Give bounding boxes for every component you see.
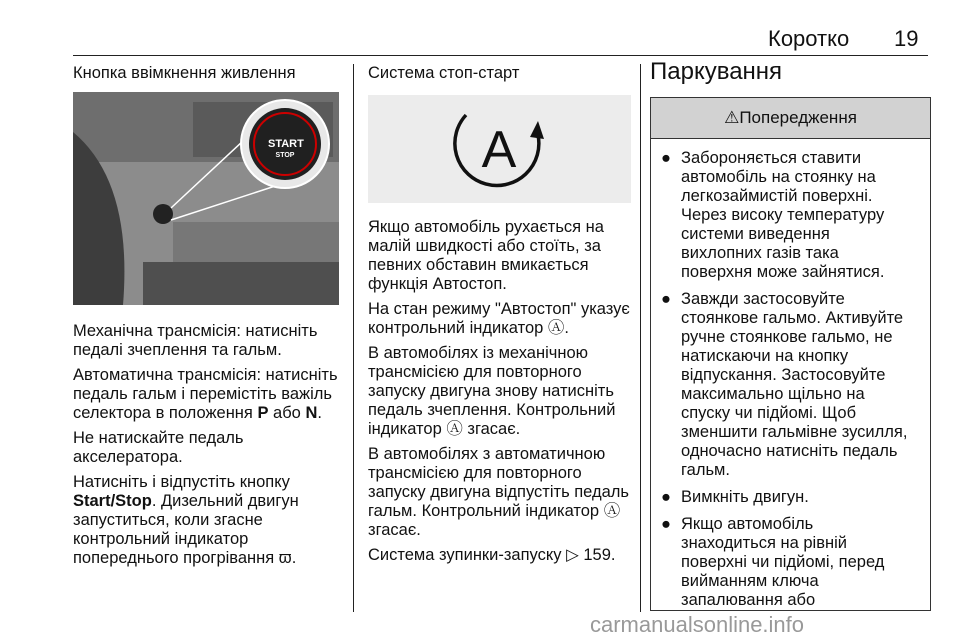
column-1 bbox=[73, 64, 343, 83]
column-1-text bbox=[73, 322, 348, 574]
paragraph: На стан режиму "Автостоп" указує контрольний індикатор Ⓐ. bbox=[368, 300, 630, 337]
autostop-icon-letter: A bbox=[481, 121, 517, 179]
paragraph-text: Автоматична трансмісія: натисніть педаль гальм і перемістіть важіль селектора в положення bbox=[73, 366, 338, 422]
paragraph-text: Натисніть і відпустіть кнопку bbox=[73, 473, 290, 491]
start-stop-label: Start/Stop bbox=[73, 492, 152, 510]
list-item-text: Вимкніть двигун. bbox=[681, 488, 809, 506]
paragraph-text: . bbox=[291, 549, 297, 567]
warning-box bbox=[650, 97, 931, 611]
paragraph: Механічна трансмісія: натисніть педалі зчеплення та гальм. bbox=[73, 322, 318, 359]
paragraph-text: або bbox=[268, 404, 306, 422]
gear-p: P bbox=[257, 404, 269, 422]
bullet: ● bbox=[661, 290, 671, 308]
paragraph: Якщо автомобіль рухається на малій швидкості або стоїть, за певних обставин вмикається функція Автостоп. bbox=[368, 218, 604, 293]
section-title-power-button: Кнопка ввімкнення живлення bbox=[73, 64, 296, 82]
column-divider-2 bbox=[640, 64, 641, 612]
warning-body bbox=[651, 139, 930, 611]
start-button-photo bbox=[73, 92, 339, 305]
list-item bbox=[661, 290, 920, 480]
paragraph bbox=[73, 366, 348, 423]
bullet: ● bbox=[661, 149, 671, 167]
list-item bbox=[661, 488, 920, 507]
list-item-text: Забороняється ставити автомобіль на стоянку на легкозаймистій поверхні. Через високу температуру системи виведення вихлопних газів така поверхня може зайнятися. bbox=[681, 149, 885, 281]
paragraph-text: . bbox=[317, 404, 322, 422]
stop-label: STOP bbox=[275, 152, 295, 159]
paragraph: Не натискайте педаль акселератора. bbox=[73, 429, 244, 466]
list-item bbox=[661, 515, 920, 611]
list-item-text: Якщо автомобіль знаходиться на рівній поверхні чи підйомі, перед вийманням ключа запалювання або bbox=[681, 515, 885, 609]
start-label: START bbox=[268, 138, 304, 150]
paragraph: В автомобілях з автоматичною трансмісією для повторного запуску двигуна відпустіть педаль гальм. Контрольний індикатор Ⓐ згасає. bbox=[368, 445, 630, 539]
bullet: ● bbox=[661, 515, 671, 533]
paragraph-text: . Дизельний двигун запуститься, коли згасне контрольний індикатор попереднього прогрівання bbox=[73, 492, 299, 567]
list-item-text: Завжди застосовуйте стоянкове гальмо. Активуйте ручне стоянкове гальмо, не натискаючи на кнопку відпускання. Застосовуйте максимально щільно на спуску чи підйомі. Щоб зменшити гальмівне зусилля, одночасно натисніть педаль гальм. bbox=[681, 290, 908, 479]
warning-header: ⚠Попередження bbox=[651, 98, 930, 139]
paragraph bbox=[73, 473, 348, 568]
footer-watermark[interactable]: carmanualsonline.info bbox=[590, 612, 805, 637]
list-item bbox=[661, 149, 920, 282]
section-title-stop-start: Система стоп-старт bbox=[368, 64, 520, 82]
bullet: ● bbox=[661, 488, 671, 506]
column-2-title bbox=[368, 64, 633, 83]
gear-n: N bbox=[305, 404, 318, 422]
paragraph: В автомобілях із механічною трансмісією для повторного запуску двигуна знову натисніть педаль зчеплення. Контрольний індикатор Ⓐ згасає. bbox=[368, 344, 616, 438]
autostop-icon-panel bbox=[368, 95, 631, 203]
page-header-title: Коротко bbox=[768, 26, 850, 51]
preheat-icon: ϖ bbox=[278, 549, 292, 567]
column-2-text bbox=[368, 218, 636, 571]
paragraph: Система зупинки-запуску ▷ 159. bbox=[368, 546, 616, 564]
section-title-parking: Паркування bbox=[650, 58, 783, 85]
header-rule bbox=[73, 55, 928, 56]
autostop-icon bbox=[368, 95, 631, 203]
column-divider-1 bbox=[353, 64, 354, 612]
page-number: 19 bbox=[894, 26, 919, 51]
